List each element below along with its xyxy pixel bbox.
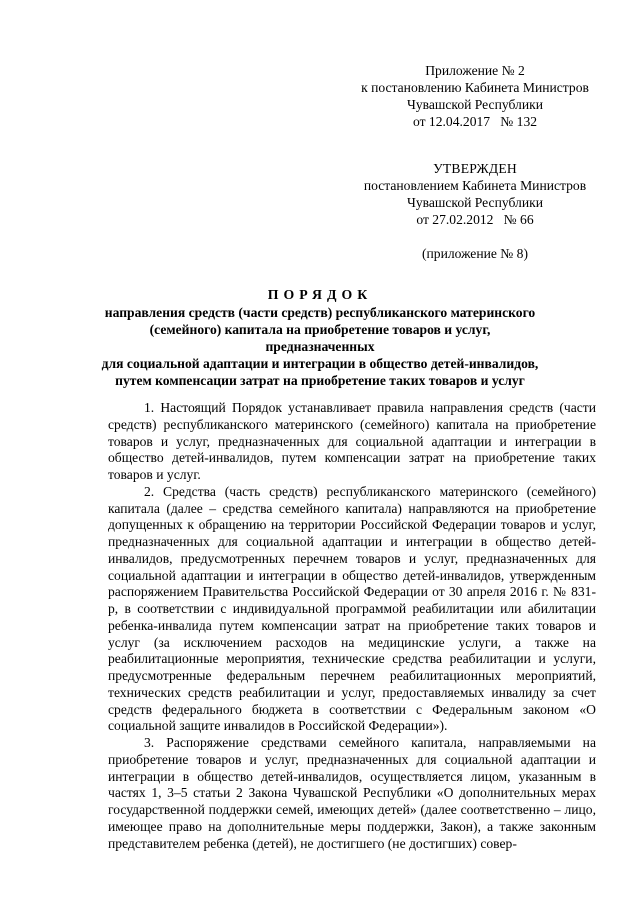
- approved-line: от 27.02.2012 № 66: [416, 212, 534, 227]
- title-line: для социальной адаптации и интеграции в общество детей-инвалидов,: [101, 356, 539, 371]
- approved-line: постановлением Кабинета Министров: [363, 178, 587, 193]
- appendix-line: от 12.04.2017 № 132: [412, 114, 538, 129]
- appendix-line: к постановлению Кабинета Министров: [361, 80, 589, 95]
- paragraph-1: 1. Настоящий Порядок устанавливает правила направления средств (части средств) республиканского материнского (семейного) капитала на приобретение товаров и услуг, предназначенных для социальной адаптации и интеграции в общество детей-инвалидов, путем компенсации затрат на приобретение таких товаров и услуг.: [108, 400, 596, 482]
- title-line: направления средств (части средств) республиканского материнского: [104, 305, 536, 320]
- document-body: [108, 400, 596, 852]
- title-main: ПОРЯДОК: [267, 287, 373, 302]
- approved-note: (приложение № 8): [421, 246, 529, 261]
- paragraph-3: 3. Распоряжение средствами семейного капитала, направляемыми на приобретение товаров и услуг, предназначенных для социальной адаптации и интеграции в общество детей-инвалидов, осуществляется лицом, указанным в частях 1, 3–5 статьи 2 Закона Чувашской Республики «О дополнительных мерах государственной поддержки семей, имеющих детей» (далее соответственно – лицо, имеющее право на дополнительные меры поддержки, Закон), а также законным представителем ребенка (детей), не достигшего (не достигших) совер-: [108, 735, 596, 851]
- approval-stamp-block: [350, 160, 600, 262]
- title-line: (семейного) капитала на приобретение товаров и услуг, предназначенных: [149, 322, 491, 354]
- title-line: путем компенсации затрат на приобретение таких товаров и услуг: [115, 373, 525, 388]
- document-title: [100, 286, 540, 389]
- appendix-header: [350, 62, 600, 130]
- approved-heading: УТВЕРЖДЕН: [433, 161, 517, 176]
- paragraph-2: 2. Средства (часть средств) республиканского материнского (семейного) капитала (далее – средства семейного капитала) направляются на приобретение допущенных к обращению на территории Российской Федерации товаров и услуг, предназначенных для социальной адаптации и интеграции в общество детей-инвалидов, предусмотренных перечнем товаров и услуг, предназначенных для социальной адаптации и интеграции в общество детей-инвалидов, утвержденным распоряжением Правительства Российской Федерации от 30 апреля 2016 г. № 831-р, в соответствии с индивидуальной программой реабилитации или абилитации ребенка-инвалида путем компенсации затрат на приобретение таких товаров и услуг (за исключением расходов на медицинские услуги, а также на реабилитационные мероприятия, технические средства реабилитации и услуги, предусмотренные федеральным перечнем реабилитационных мероприятий, технических средств реабилитации и услуг, предоставляемых инвалиду за счет средств федерального бюджета в соответствии с Федеральным законом «О социальной защите инвалидов в Российской Федерации»).: [108, 483, 596, 734]
- appendix-line: Приложение № 2: [425, 63, 525, 78]
- approved-line: Чувашской Республики: [407, 195, 543, 210]
- appendix-line: Чувашской Республики: [407, 97, 543, 112]
